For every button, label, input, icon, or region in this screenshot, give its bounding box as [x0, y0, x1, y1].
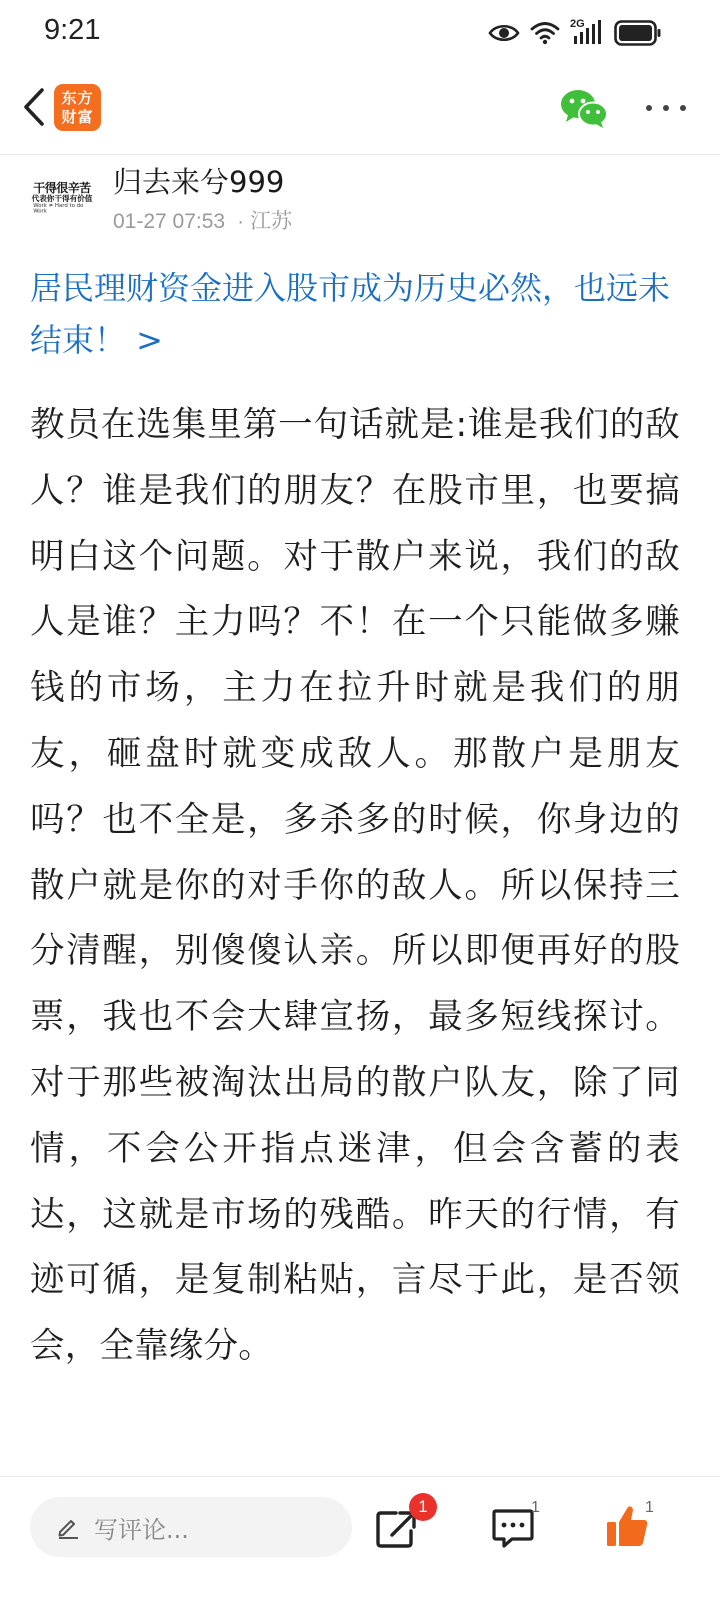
- share-badge: 1: [409, 1493, 437, 1521]
- app-logo-line2: 财富: [61, 107, 94, 126]
- eye-icon: [488, 22, 520, 44]
- comment-placeholder: 写评论...: [94, 1515, 189, 1544]
- more-options-button[interactable]: [646, 96, 686, 120]
- battery-icon: [614, 20, 662, 46]
- more-dot-icon: [646, 105, 652, 111]
- wechat-icon: [560, 88, 608, 130]
- status-bar: [0, 0, 720, 70]
- wifi-icon: [530, 21, 560, 45]
- post-date: 01-27 07:53: [113, 210, 226, 233]
- post-title-link[interactable]: 居民理财资金进入股市成为历史必然，也远未结束！ >: [30, 269, 671, 359]
- chevron-left-icon: [22, 87, 46, 127]
- post-location: 江苏: [250, 210, 293, 233]
- comment-count: 1: [531, 1499, 540, 1516]
- cellular-signal-icon: [570, 20, 604, 46]
- author-name[interactable]: 归去来兮999: [113, 165, 285, 199]
- pen-icon: [56, 1515, 80, 1539]
- app-logo-line1: 东方: [61, 88, 94, 107]
- like-count: 1: [645, 1499, 654, 1516]
- meta-separator: ·: [237, 210, 245, 233]
- avatar-text-line3: Work ≠ Hard to do Work: [33, 202, 84, 215]
- avatar-text-line1: 干得很辛苦: [33, 181, 91, 196]
- comment-input[interactable]: [30, 1497, 352, 1557]
- comment-bubble-icon: [490, 1505, 536, 1551]
- post-meta: [113, 205, 292, 235]
- status-icons: [488, 16, 662, 50]
- avatar[interactable]: [30, 167, 94, 231]
- author-header: [0, 155, 720, 245]
- avatar-text-line2: 代表你干得有价值: [31, 194, 93, 203]
- more-dot-icon: [663, 105, 669, 111]
- wechat-share-button[interactable]: [560, 88, 608, 130]
- nav-bar: [0, 70, 720, 155]
- more-dot-icon: [680, 105, 686, 111]
- network-type-label: 2G: [570, 18, 585, 30]
- bottom-action-bar: [0, 1476, 720, 1605]
- post-body: 教员在选集里第一句话就是:谁是我们的敌人？谁是我们的朋友？在股市里，也要搞明白这个问题。对于散户来说，我们的敌人是谁？主力吗？不！在一个只能做多赚钱的市场，主力在拉升时就是我们的朋友，砸盘时就变成敌人。那散户是朋友吗？也不全是，多杀多的时候，你身边的散户就是你的对手你的敌人。所以保持三分清醒，别傻傻认亲。所以即便再好的股票，我也不会大肆宣扬，最多短线探讨。对于那些被淘汰出局的散户队友，除了同情，不会公开指点迷津，但会含蓄的表达，这就是市场的残酷。昨天的行情，有迹可循，是复制粘贴，言尽于此，是否领会，全靠缘分。: [30, 405, 680, 1367]
- thumbs-up-icon: [604, 1503, 650, 1549]
- back-button[interactable]: [14, 82, 54, 132]
- status-time: 9:21: [44, 14, 101, 46]
- app-logo[interactable]: [54, 84, 101, 131]
